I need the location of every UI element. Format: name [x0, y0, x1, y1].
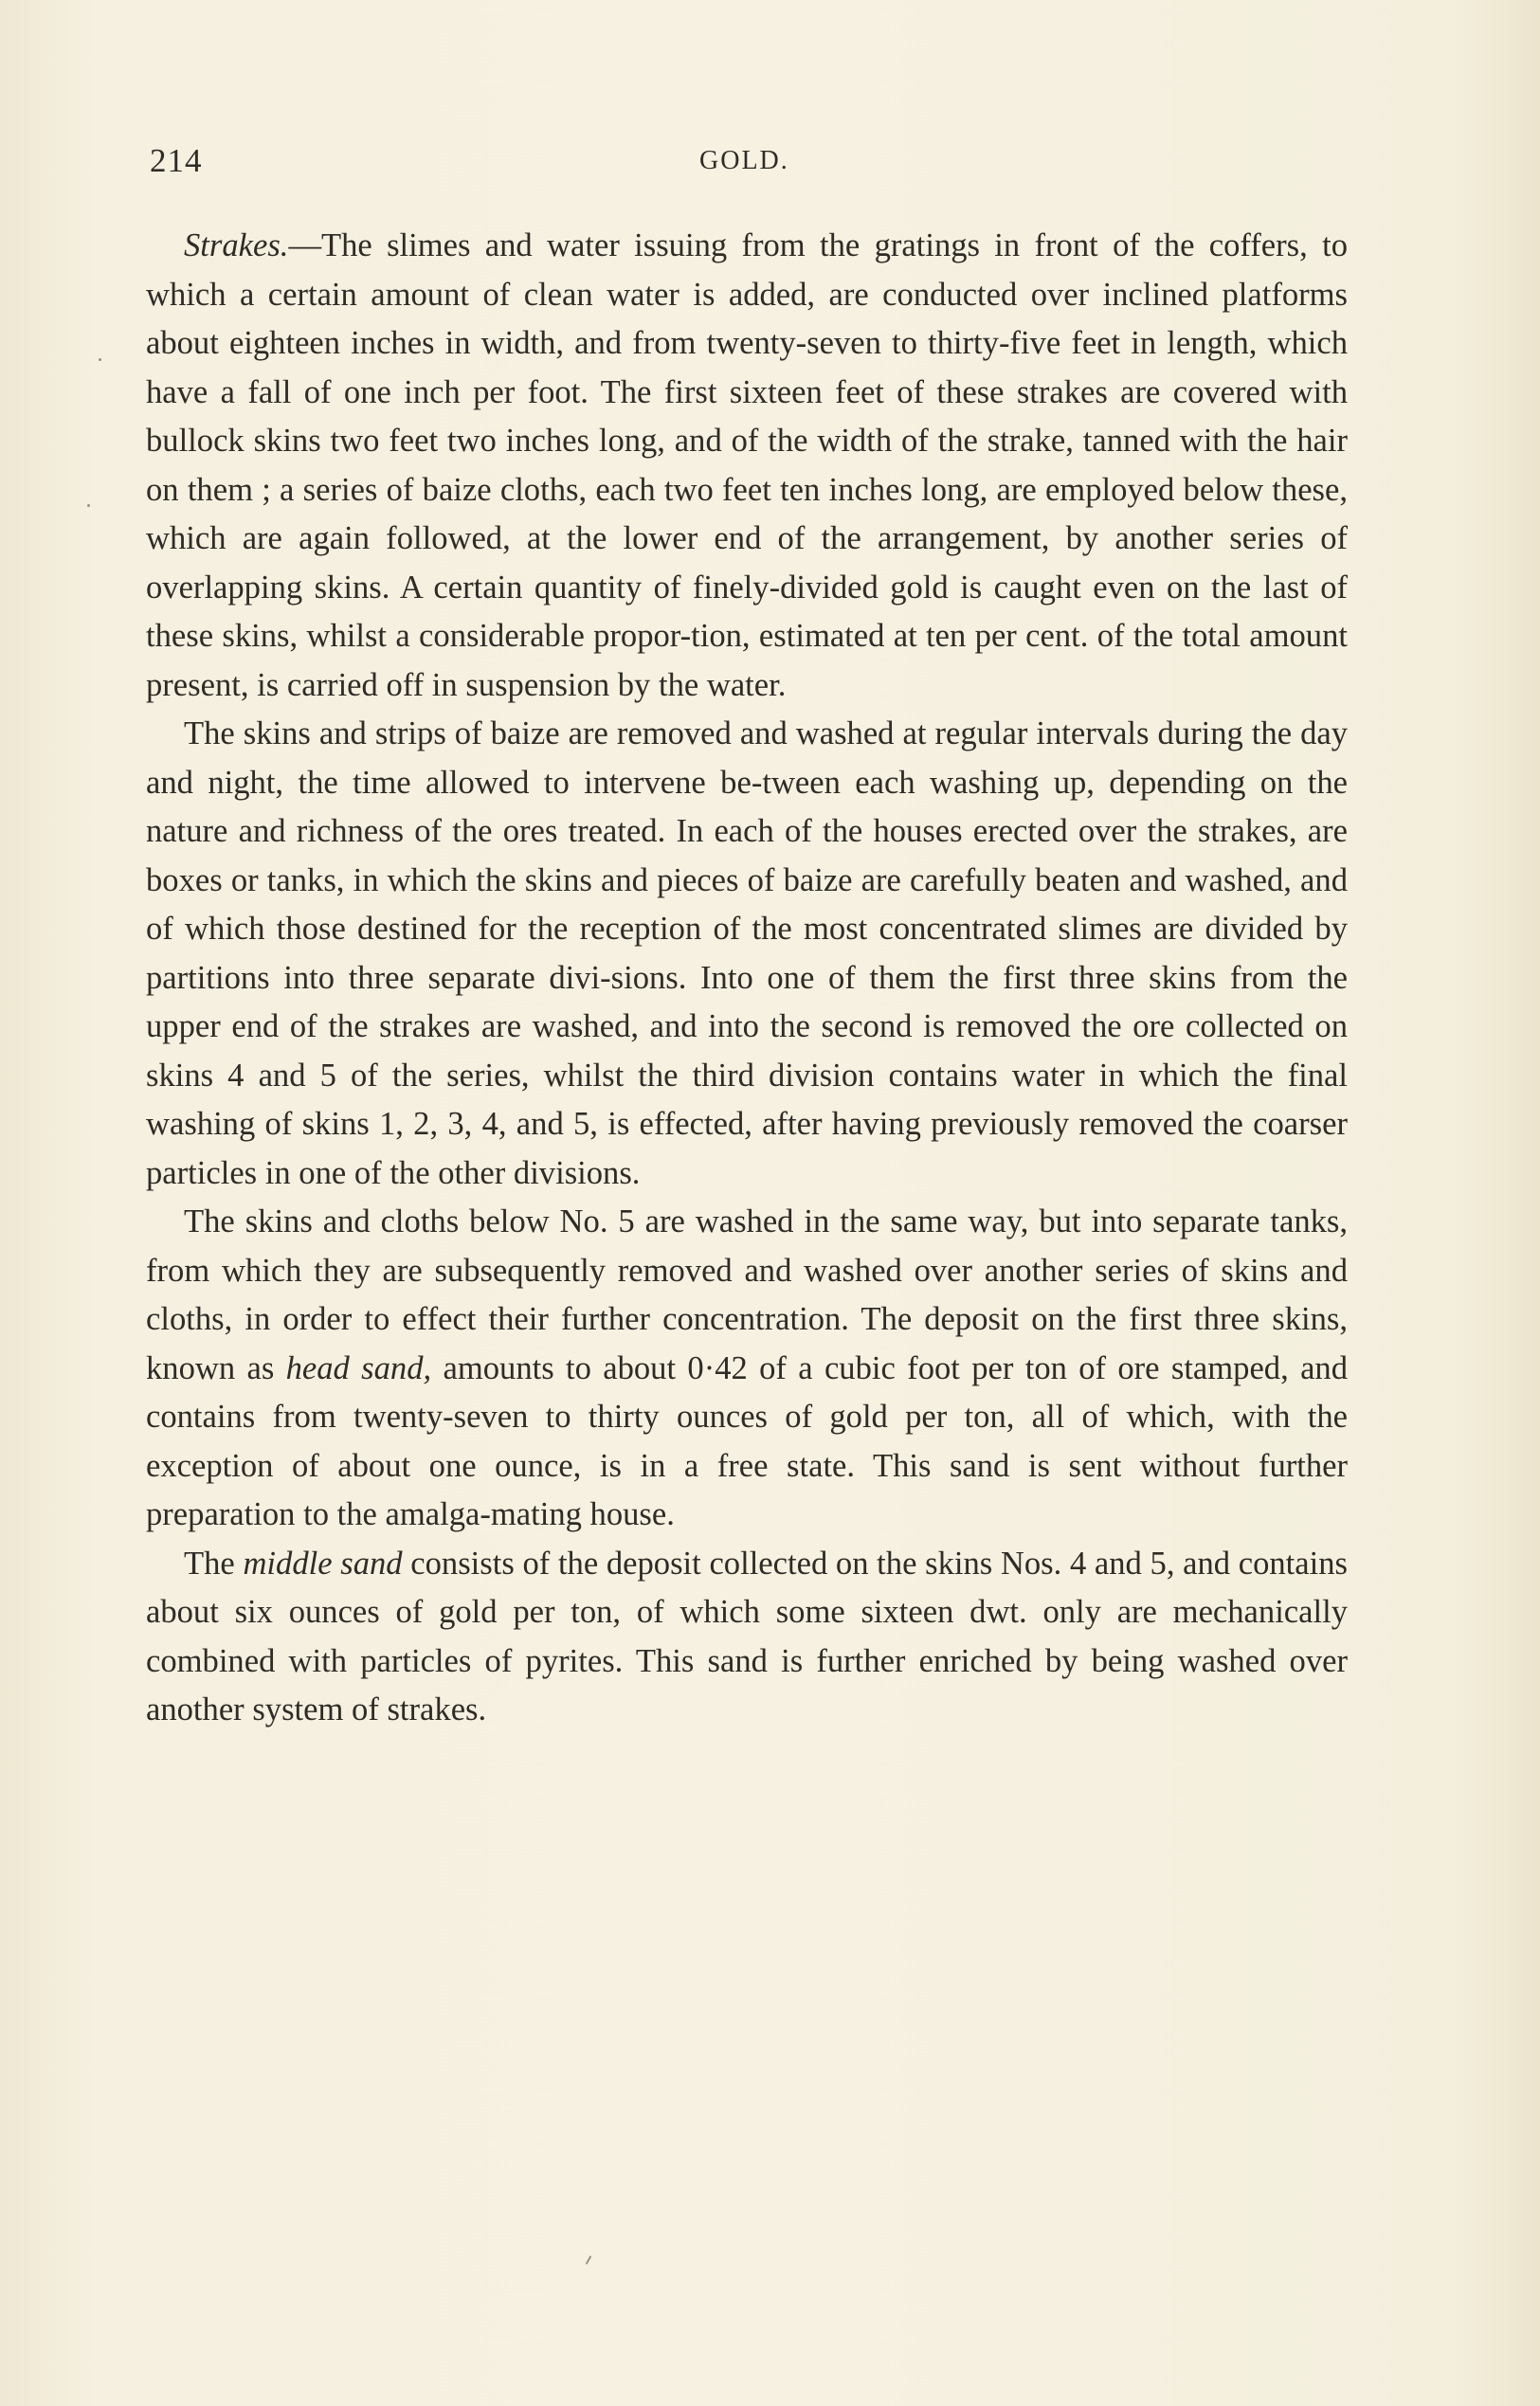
term-middle-sand: middle sand — [243, 1545, 403, 1582]
paragraph-washing — [146, 710, 1348, 1198]
paragraph-middle-sand — [146, 1540, 1348, 1735]
paper-speck — [99, 358, 101, 361]
section-heading-strakes: Strakes. — [184, 227, 289, 263]
paragraph-head-sand — [146, 1198, 1348, 1540]
running-head: GOLD. — [699, 146, 789, 175]
term-head-sand: head sand, — [285, 1349, 432, 1386]
body-text — [146, 222, 1348, 1735]
paragraph-text: consists of the deposit collected on the skins Nos. 4 and 5, and contains about six ounces of gold per ton, of which some sixteen dwt. only are mechanically combined with particles of pyrites. This sand is further enriched by being washed over another system of strakes. — [146, 1545, 1348, 1728]
paragraph-text: amounts to about 0·42 of a cubic foot per ton of ore stamped, and contains from twenty-seven to thirty ounces of gold per ton, all of which, with the exception of about one ounce, is in a free state. This sand is sent without further preparation to the amalga-mating house. — [146, 1349, 1349, 1532]
page-number: 214 — [150, 142, 203, 179]
page-header — [150, 142, 1353, 199]
paragraph-strakes — [146, 222, 1348, 710]
paragraph-text: The skins and strips of baize are removed and washed at regular intervals during the day and night, the time allowed to intervene be-tween each washing up, depending on the nature and richness of the ores treated. In each of the houses erected over the strakes, are boxes or tanks, in which the skins and pieces of baize are carefully beaten and washed, and of which those destined for the reception of the most concentrated slimes are divided by partitions into three separate divi-sions. Into one of them the first three skins from the upper end of the strakes are washed, and into the second is removed the ore collected on skins 4 and 5 of the series, whilst the third division contains water in which the final washing of skins 1, 2, 3, 4, and 5, is effected, after having previously removed the coarser particles in one of the other divisions. — [146, 715, 1348, 1191]
paragraph-text: The skins and cloths below No. 5 are washed in the same way, but into separate tanks, from which they are subsequently removed and washed over another series of skins and cloths, in order to effect their further concentration. The deposit on the first three skins, known as — [146, 1203, 1348, 1386]
paragraph-text: The — [184, 1545, 244, 1582]
paper-speck — [87, 504, 90, 507]
paper-speck — [586, 2255, 592, 2265]
paragraph-text: —The slimes and water issuing from the gratings in front of the coffers, to which a certain amount of clean water is added, are conducted over inclined platforms about eighteen inches in width, and from twenty-seven to thirty-five feet in length, which have a fall of one inch per foot. The first sixteen feet of these strakes are covered with bullock skins two feet two inches long, and of the width of the strake, tanned with the hair on them ; a series of baize cloths, each two feet ten inches long, are employed below these, which are again followed, at the lower end of the arrangement, by another series of overlapping skins. A certain quantity of finely-divided gold is caught even on the last of these skins, whilst a considerable propor-tion, estimated at ten per cent. of the total amount present, is carried off in suspension by the water. — [146, 227, 1348, 703]
